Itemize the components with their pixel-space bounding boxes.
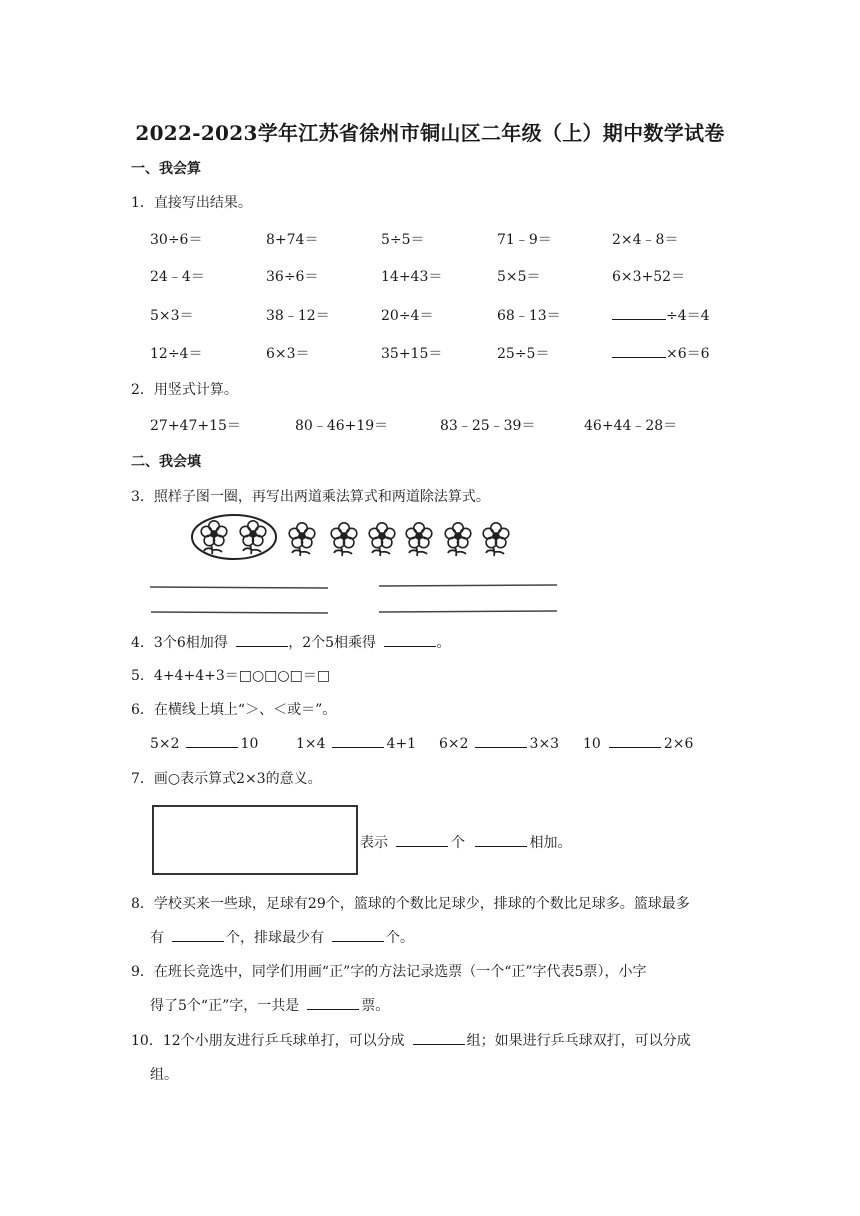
drawing-box[interactable] [152,805,358,875]
flower-icon [289,523,315,556]
question-1 [131,192,252,212]
answer-line[interactable] [151,612,328,613]
calc-item: 5×5＝ [497,269,541,285]
question-7 [131,768,322,788]
vertical-calc-item: 80﹣46+19＝ [295,418,389,434]
flower-icon [331,523,357,556]
answer-blank[interactable] [396,833,448,847]
calc-item-blank: ×6＝6 [612,343,710,363]
answer-blank[interactable] [413,1031,465,1045]
vertical-calc-item: 46+44﹣28＝ [584,418,678,434]
section-heading-fill: 二、我会填 [131,454,201,470]
question-8-line2: 有 个，排球最少有 个。 [150,930,414,946]
calc-item: 14+43＝ [381,269,443,285]
calc-item: 5÷5＝ [381,232,425,248]
question-number: 6． [131,702,154,718]
vertical-calc-item: 27+47+15＝ [150,418,241,434]
calc-item: 20÷4＝ [381,308,434,324]
question-10-line2: 组。 [150,1067,178,1083]
question-2 [131,379,238,399]
calc-item: 2×4﹣8＝ [612,232,679,248]
question-number: 4． [131,635,154,651]
answer-blank[interactable] [384,633,436,647]
question-number: 7． [131,771,154,787]
calc-item: 24﹣4＝ [150,269,205,285]
calc-item: 36÷6＝ [266,269,319,285]
calc-item: 12÷4＝ [150,346,203,362]
question-5 [131,665,330,685]
flower-icon [369,523,395,556]
question-6 [131,699,336,719]
answer-blank[interactable] [172,928,224,942]
flower-icon [445,523,471,556]
answer-blank[interactable] [307,996,359,1010]
answer-blank[interactable] [475,734,527,748]
answer-blank[interactable] [332,734,384,748]
question-text: 直接写出结果。 [153,195,252,211]
question-number: 9． [131,964,154,980]
question-text: 用竖式计算。 [153,382,238,398]
question-number: 1． [131,195,154,211]
question-text: 4+4+4+3＝□○□○□＝□ [153,668,331,684]
calc-item: 6×3＝ [266,346,310,362]
calc-item: 68﹣13＝ [497,308,561,324]
calc-item: 35+15＝ [381,346,443,362]
question-number: 5． [131,668,154,684]
calc-item: 6×3+52＝ [612,269,686,285]
question-number: 8． [131,896,154,912]
flower-icon [240,521,266,554]
compare-item: 6×2 3×3 [439,736,560,752]
calc-item-blank: ÷4＝4 [612,305,710,325]
answer-blank[interactable] [612,306,666,320]
answer-line[interactable] [379,611,557,612]
answer-blank[interactable] [332,928,384,942]
question-text: 在横线上填上“＞、＜或＝”。 [153,702,337,718]
compare-item: 10 2×6 [583,736,694,752]
section-heading-calc: 一、我会算 [131,161,201,177]
answer-line[interactable] [150,587,328,588]
answer-line[interactable] [379,585,557,586]
calc-item: 71﹣9＝ [497,232,552,248]
answer-blank[interactable] [609,734,661,748]
flower-icon [483,523,509,556]
question-4: 4．3个6相加得 ，2个5相乘得 。 [131,635,451,651]
question-10: 10．12个小朋友进行乒乓球单打，可以分成 组；如果进行乒乓球双打，可以分成 [131,1033,691,1049]
flower-icon [201,521,227,554]
answer-blank[interactable] [186,734,238,748]
question-number: 3． [131,489,154,505]
question-number: 10． [131,1033,163,1049]
page-title: 2022-2023学年江苏省徐州市铜山区二年级（上）期中数学试卷 [135,121,725,145]
answer-blank[interactable] [236,633,288,647]
flower-icon [406,523,432,556]
question-text: 画○表示算式2×3的意义。 [153,771,322,787]
answer-blank[interactable] [475,833,527,847]
compare-item: 1×4 4+1 [296,736,417,752]
calc-item: 5×3＝ [150,308,194,324]
question-8: 8．学校买来一些球，足球有29个，篮球的个数比足球少，排球的个数比足球多。篮球最多 [131,896,690,912]
question-number: 2． [131,382,154,398]
question-3 [131,486,490,506]
question-7-answer: 表示 个 相加。 [360,835,572,851]
calc-item: 30÷6＝ [150,232,203,248]
question-9-line2: 得了5个“正”字，一共是 票。 [150,998,390,1014]
flowers-illustration [150,508,570,620]
calc-item: 38﹣12＝ [266,308,330,324]
question-text: 照样子图一圈，再写出两道乘法算式和两道除法算式。 [153,489,490,505]
compare-item: 5×2 10 [150,736,259,752]
vertical-calc-item: 83﹣25﹣39＝ [440,418,536,434]
calc-item: 25÷5＝ [497,346,550,362]
answer-blank[interactable] [612,344,666,358]
calc-item: 8+74＝ [266,232,319,248]
question-9: 9．在班长竞选中，同学们用画“正”字的方法记录选票（一个“正”字代表5票），小字 [131,964,647,980]
